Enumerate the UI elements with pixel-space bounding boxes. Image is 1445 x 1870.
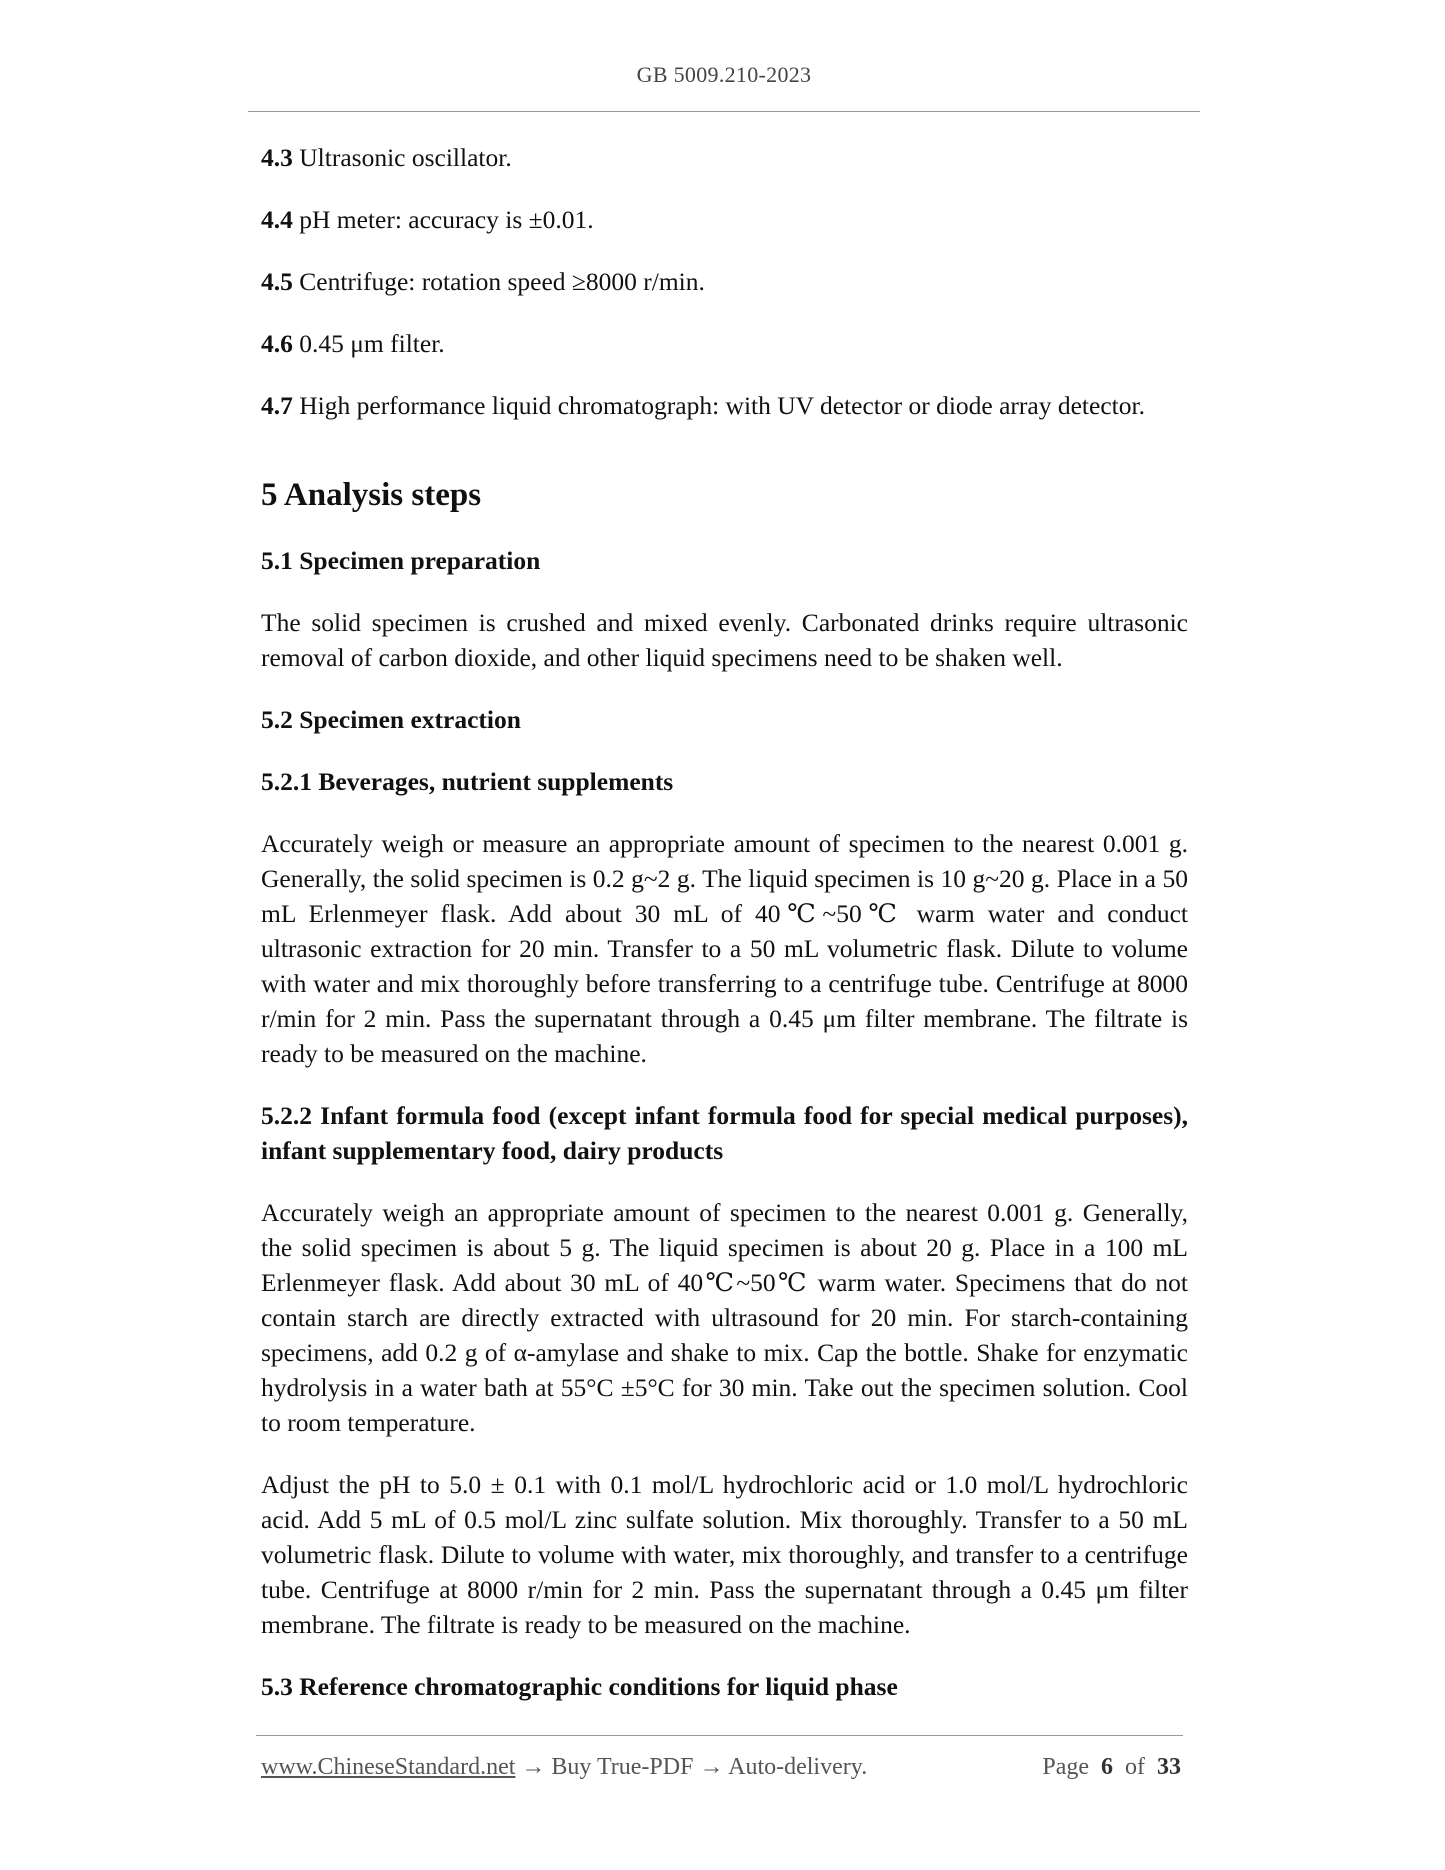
total-page-number: 33 [1157, 1754, 1181, 1780]
header-divider [248, 111, 1200, 112]
paragraph-5-2-2-a: Accurately weigh an appropriate amount of specimen to the nearest 0.001 g. Generally, the solid specimen is about 5 g. The liquid specimen is about 20 g. Place in a 100 mL Erlenmeyer flask. Add about 30 mL of 40℃~50℃ warm water. Specimens that do not contain starch are directly extracted with ultrasound for 20 min. For starch-containing specimens, add 0.2 g of α-amylase and shake to mix. Cap the bottle. Shake for enzymatic hydrolysis in a water bath at 55°C ±5°C for 30 min. Take out the specimen solution. Cool to room temperature. [261, 1198, 1188, 1437]
page-label: Page [1042, 1754, 1089, 1780]
item-text: 0.45 μm filter. [292, 329, 445, 358]
item-text: Ultrasonic oscillator. [292, 143, 512, 172]
paragraph-5-1: The solid specimen is crushed and mixed evenly. Carbonated drinks require ultrasonic removal of carbon dioxide, and other liquid specimens need to be shaken well. [261, 608, 1188, 672]
heading-5-2: 5.2 Specimen extraction [261, 705, 521, 734]
item-4-5 [261, 264, 1188, 299]
item-text: pH meter: accuracy is ±0.01. [292, 205, 594, 234]
page-header-title: GB 5009.210-2023 [636, 62, 812, 87]
section-5-title: 5 Analysis steps [261, 477, 482, 513]
heading-5-2-2: 5.2.2 Infant formula food (except infant formula food for special medical purposes), infant supplementary food, dairy products [261, 1101, 1188, 1165]
item-number: 4.6 [261, 329, 293, 358]
footer-promo [261, 1754, 867, 1781]
footer-divider [256, 1735, 1183, 1736]
item-text: Centrifuge: rotation speed ≥8000 r/min. [292, 267, 705, 296]
heading-5-3: 5.3 Reference chromatographic conditions for liquid phase [261, 1672, 898, 1701]
current-page-number: 6 [1101, 1754, 1113, 1780]
heading-5-2-1: 5.2.1 Beverages, nutrient supplements [261, 767, 674, 796]
paragraph-5-2-2-b: Adjust the pH to 5.0 ± 0.1 with 0.1 mol/L hydrochloric acid or 1.0 mol/L hydrochloric acid. Add 5 mL of 0.5 mol/L zinc sulfate solution. Mix thoroughly. Transfer to a 50 mL volumetric flask. Dilute to volume with water, mix thoroughly, and transfer to a centrifuge tube. Centrifuge at 8000 r/min for 2 min. Pass the supernatant through a 0.45 μm filter membrane. The filtrate is ready to be measured on the machine. [261, 1470, 1188, 1639]
item-number: 4.3 [261, 143, 293, 172]
item-4-4 [261, 202, 1188, 237]
item-number: 4.5 [261, 267, 293, 296]
item-4-7 [261, 388, 1188, 423]
item-4-3 [261, 140, 1188, 175]
item-number: 4.4 [261, 205, 293, 234]
of-label: of [1125, 1754, 1145, 1780]
website-link[interactable]: www.ChineseStandard.net [261, 1754, 516, 1780]
item-text: High performance liquid chromatograph: with UV detector or diode array detector. [292, 391, 1145, 420]
page-indicator [1042, 1754, 1181, 1781]
item-number: 4.7 [261, 391, 293, 420]
heading-5-1: 5.1 Specimen preparation [261, 546, 541, 575]
item-4-6 [261, 326, 1188, 361]
footer-promo-text: → Buy True-PDF → Auto-delivery. [515, 1754, 868, 1780]
paragraph-5-2-1: Accurately weigh or measure an appropriate amount of specimen to the nearest 0.001 g. Generally, the solid specimen is 0.2 g~2 g. The liquid specimen is 10 g~20 g. Place in a 50 mL Erlenmeyer flask. Add about 30 mL of 40℃~50℃ warm water and conduct ultrasonic extraction for 20 min. Transfer to a 50 mL volumetric flask. Dilute to volume with water and mix thoroughly before transferring to a centrifuge tube. Centrifuge at 8000 r/min for 2 min. Pass the supernatant through a 0.45 μm filter membrane. The filtrate is ready to be measured on the machine. [261, 829, 1188, 1068]
document-body [261, 140, 1188, 1731]
